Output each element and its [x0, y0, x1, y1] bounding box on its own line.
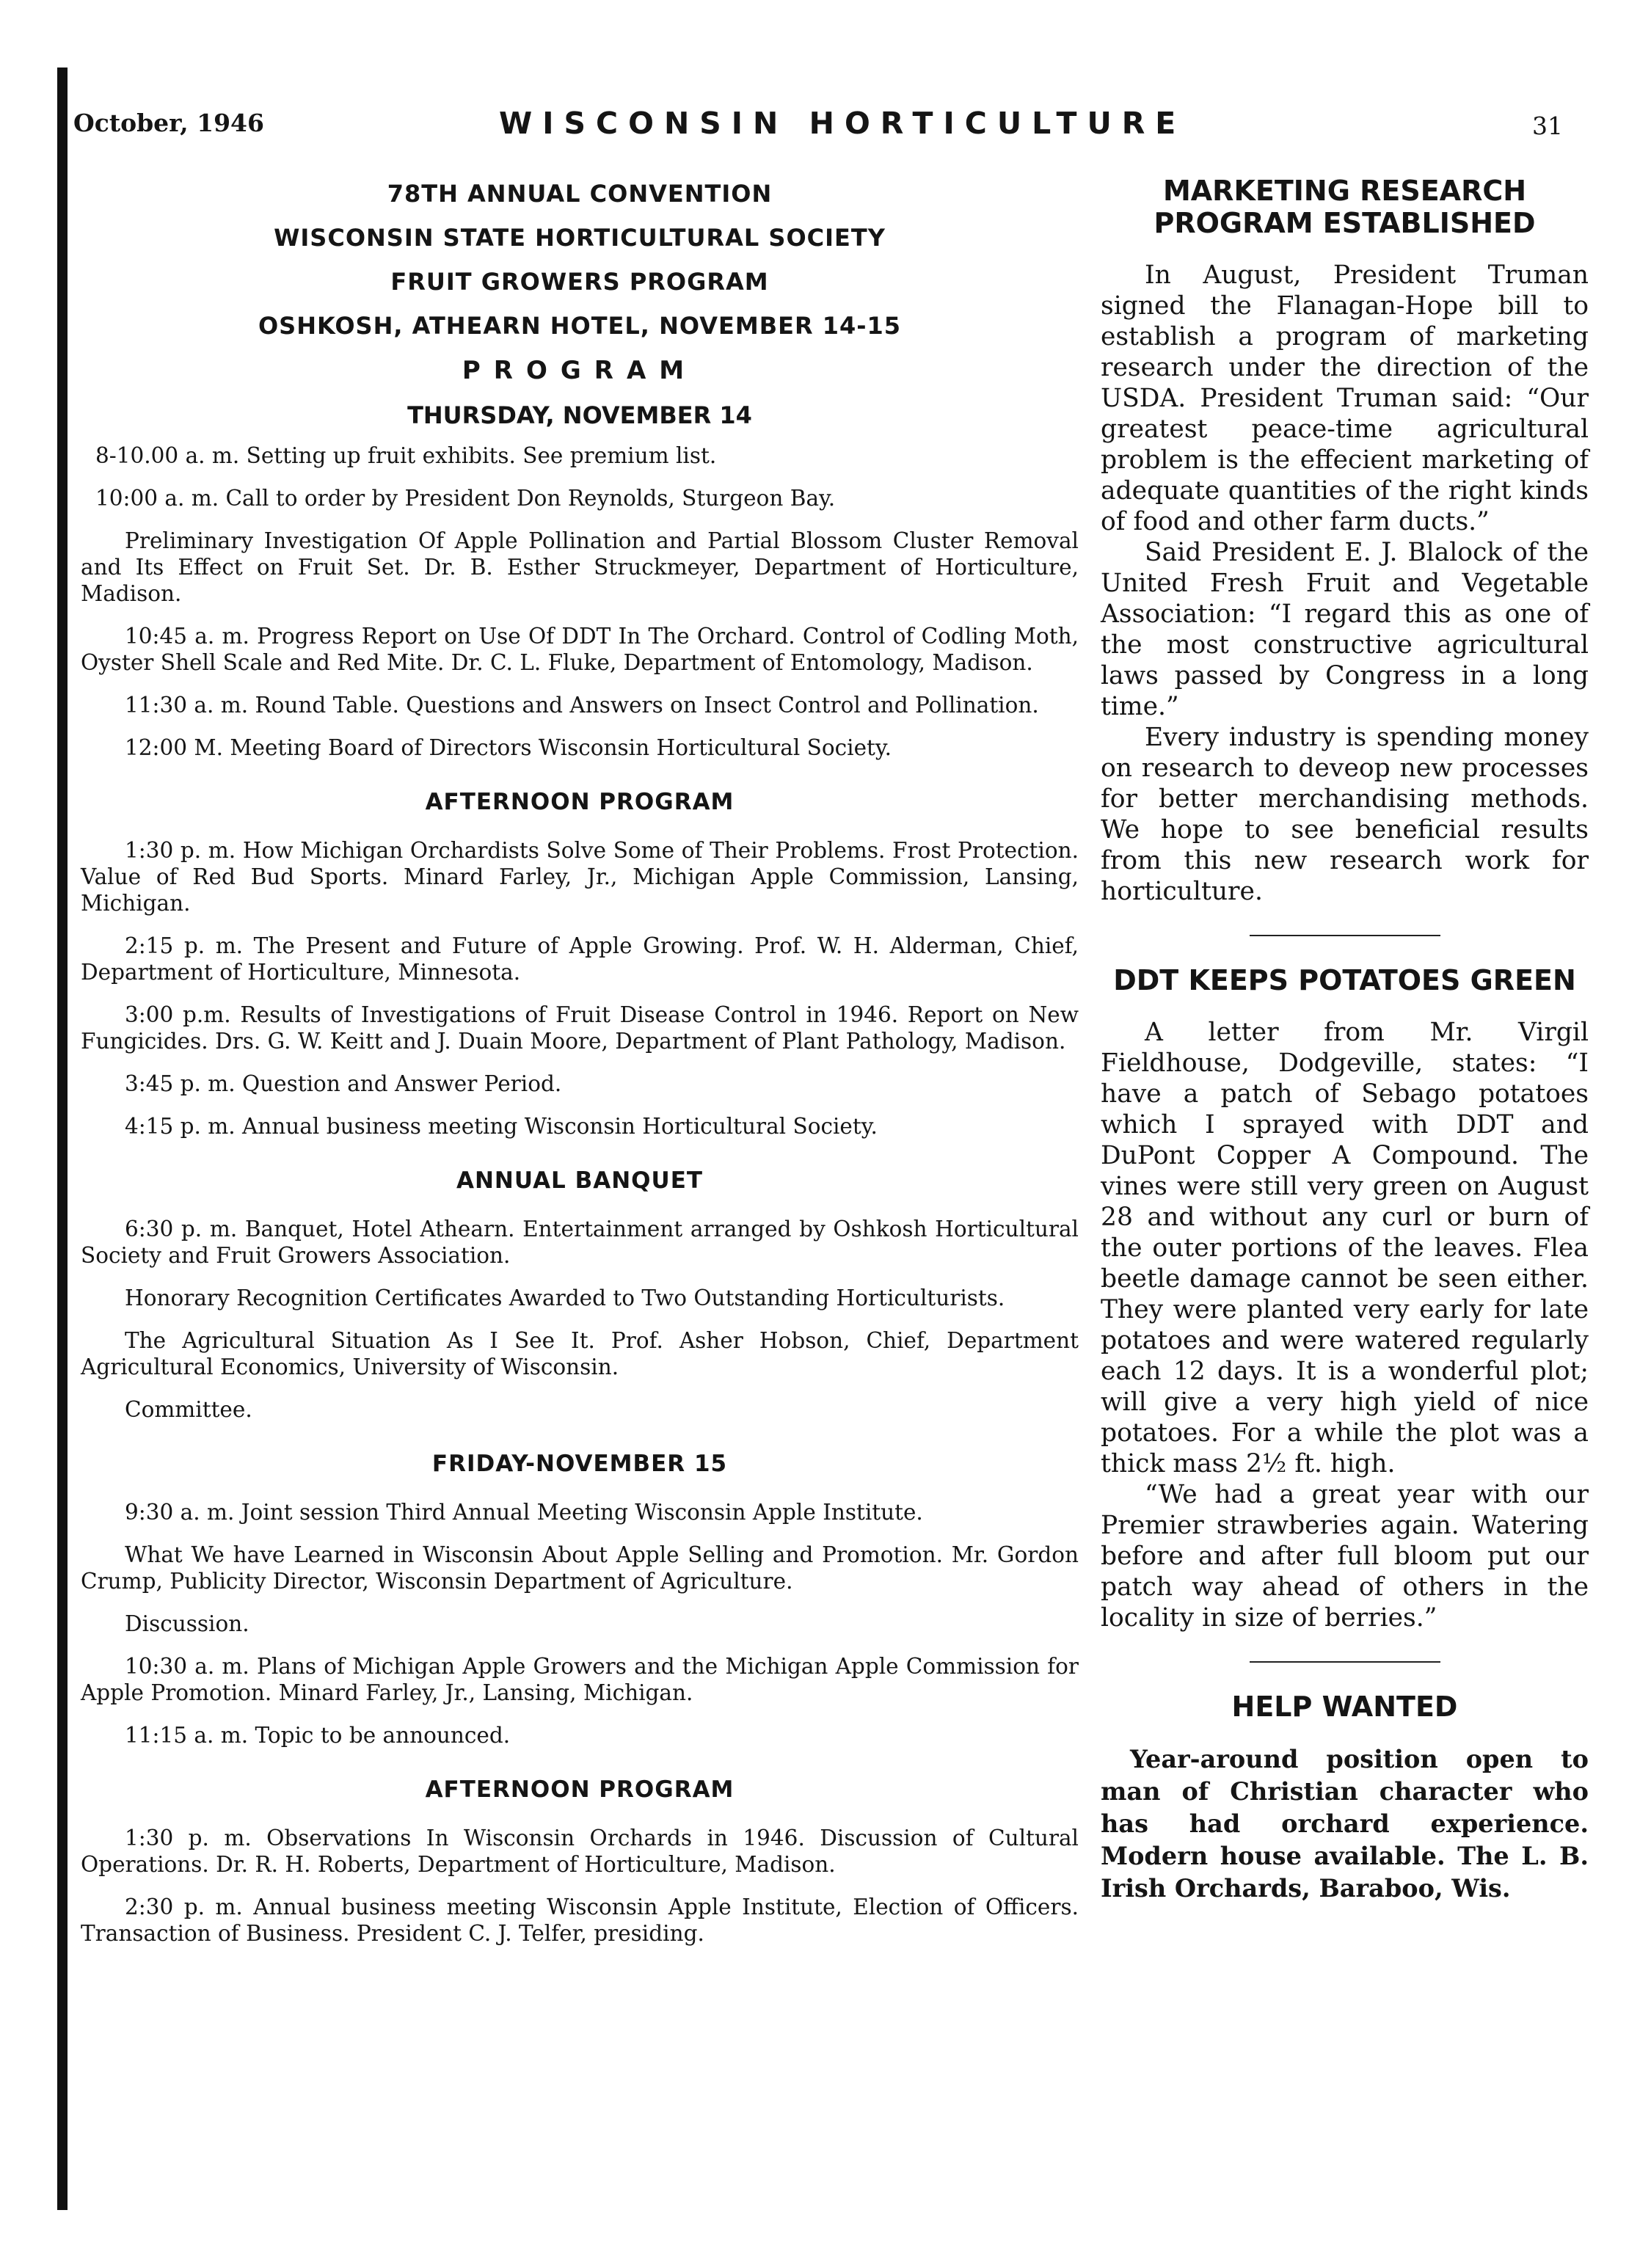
convention-title: 78TH ANNUAL CONVENTION — [387, 180, 773, 208]
program-label: PROGRAM — [462, 356, 698, 385]
page-number: 31 — [1532, 112, 1563, 140]
program-entry: 9:30 a. m. Joint session Third Annual Meeting Wisconsin Apple Institute. — [125, 1500, 923, 1525]
program-entry: 4:15 p. m. Annual business meeting Wisconsin Horticultural Society. — [125, 1114, 878, 1139]
annual-banquet-heading: ANNUAL BANQUET — [456, 1167, 704, 1194]
article-paragraph: In August, President Truman signed the Flanagan-Hope bill to establish a program of marketing research under the direction of the USDA. President Truman said: “Our greatest peace-time agricultural problem is the effecient marketing of adequate quantities of the right kinds of food and other farm ducts.” — [1101, 260, 1589, 536]
page-header — [73, 106, 1585, 153]
program-entry: Honorary Recognition Certificates Awarded to Two Outstanding Horticulturists. — [125, 1286, 1005, 1310]
afternoon-program-heading: AFTERNOON PROGRAM — [425, 789, 735, 815]
thursday-heading: THURSDAY, NOVEMBER 14 — [407, 401, 752, 429]
fruit-growers-program: FRUIT GROWERS PROGRAM — [390, 268, 769, 296]
masthead-title: WISCONSIN HORTICULTURE — [499, 106, 1187, 141]
article-paragraph: A letter from Mr. Virgil Fieldhouse, Dodgeville, states: “I have a patch of Sebago potatoes which I sprayed with DDT and DuPont Copper A Compound. The vines were still very green on August 28 and without any curl or burn of the outer portions of the leaves. Flea beetle damage cannot be seen either. They were planted very early for late potatoes and were watered regularly each 12 days. It is a wonderful plot; will give a very high yield of nice potatoes. For a while the plot was a thick mass 2½ ft. high. — [1101, 1018, 1589, 1478]
program-entry: The Agricultural Situation As I See It. Prof. Asher Hobson, Chief, Department Agricultural Economics, University of Wisconsin. — [81, 1328, 1079, 1379]
program-entry: 1:30 p. m. Observations In Wisconsin Orchards in 1946. Discussion of Cultural Operations. Dr. R. H. Roberts, Department of Horticulture, Madison. — [81, 1826, 1079, 1877]
program-entry: 10:30 a. m. Plans of Michigan Apple Growers and the Michigan Apple Commission for Apple Promotion. Minard Farley, Jr., Lansing, Michigan. — [81, 1654, 1079, 1705]
program-entry: Preliminary Investigation Of Apple Pollination and Partial Blossom Cluster Removal and Its Effect on Fruit Set. Dr. B. Esther Struckmeyer, Department of Horticulture, Madison. — [81, 528, 1079, 606]
program-entry: 1:30 p. m. How Michigan Orchardists Solve Some of Their Problems. Frost Protection. Value of Red Bud Sports. Minard Farley, Jr., Michigan Apple Commission, Lansing, Michigan. — [81, 838, 1079, 916]
page-binding-edge — [57, 68, 68, 2210]
program-entry: 10:45 a. m. Progress Report on Use Of DDT In The Orchard. Control of Codling Moth, Oyster Shell Scale and Red Mite. Dr. C. L. Fluke, Department of Entomology, Madison. — [81, 624, 1079, 675]
program-entry: 2:30 p. m. Annual business meeting Wisconsin Apple Institute, Election of Officers. Transaction of Business. President C. J. Telfer, presiding. — [81, 1895, 1079, 1946]
program-entry: 12:00 M. Meeting Board of Directors Wisconsin Horticultural Society. — [125, 735, 892, 760]
section-divider — [1250, 935, 1440, 936]
program-entry: 11:15 a. m. Topic to be announced. — [125, 1723, 511, 1748]
section-divider — [1250, 1661, 1440, 1663]
marketing-research-heading: MARKETING RESEARCH PROGRAM ESTABLISHED — [1153, 175, 1536, 239]
friday-afternoon-heading: AFTERNOON PROGRAM — [425, 1776, 735, 1803]
program-entry: 3:00 p.m. Results of Investigations of Fruit Disease Control in 1946. Report on New Fungicides. Drs. G. W. Keitt and J. Duain Moore, Department of Plant Pathology, Madison. — [81, 1002, 1079, 1054]
program-entry: 8-10.00 a. m. Setting up fruit exhibits. See premium list. — [95, 443, 717, 468]
issue-date: October, 1946 — [73, 109, 264, 137]
program-entry: 2:15 p. m. The Present and Future of Apple Growing. Prof. W. H. Alderman, Chief, Department of Horticulture, Minnesota. — [81, 933, 1079, 985]
program-entry: 6:30 p. m. Banquet, Hotel Athearn. Entertainment arranged by Oshkosh Horticultural Society and Fruit Growers Association. — [81, 1217, 1079, 1268]
program-entry: What We have Learned in Wisconsin About Apple Selling and Promotion. Mr. Gordon Crump, Publicity Director, Wisconsin Department of Agriculture. — [81, 1542, 1079, 1594]
friday-heading: FRIDAY-NOVEMBER 15 — [431, 1451, 728, 1477]
program-entry: 3:45 p. m. Question and Answer Period. — [125, 1071, 562, 1096]
society-name: WISCONSIN STATE HORTICULTURAL SOCIETY — [274, 224, 886, 252]
convention-program-column — [81, 180, 1079, 1963]
article-paragraph: Said President E. J. Blalock of the United Fresh Fruit and Vegetable Association: “I regard this as one of the most constructive agricultural laws passed by Congress in a long time.” — [1101, 538, 1589, 721]
program-entry: Committee. — [125, 1397, 252, 1422]
convention-location: OSHKOSH, ATHEARN HOTEL, NOVEMBER 14-15 — [258, 312, 902, 340]
program-entry: Discussion. — [125, 1611, 249, 1636]
program-entry: 11:30 a. m. Round Table. Questions and Answers on Insect Control and Pollination. — [125, 693, 1039, 718]
article-paragraph: “We had a great year with our Premier strawberies again. Watering before and after full bloom put our patch way ahead of others in the locality in size of berries.” — [1101, 1480, 1589, 1633]
program-entry: 10:00 a. m. Call to order by President Don Reynolds, Sturgeon Bay. — [95, 486, 836, 511]
article-paragraph: Every industry is spending money on research to deveop new processes for better merchandising methods. We hope to see beneficial results from this new research work for horticulture. — [1101, 723, 1589, 906]
news-column — [1101, 175, 1589, 1905]
ddt-potatoes-heading: DDT KEEPS POTATOES GREEN — [1113, 964, 1576, 996]
help-wanted-ad: Year-around position open to man of Christian character who has had orchard experience. Modern house available. The L. B. Irish Orchards, Baraboo, Wis. — [1101, 1745, 1589, 1903]
help-wanted-heading: HELP WANTED — [1231, 1691, 1458, 1723]
